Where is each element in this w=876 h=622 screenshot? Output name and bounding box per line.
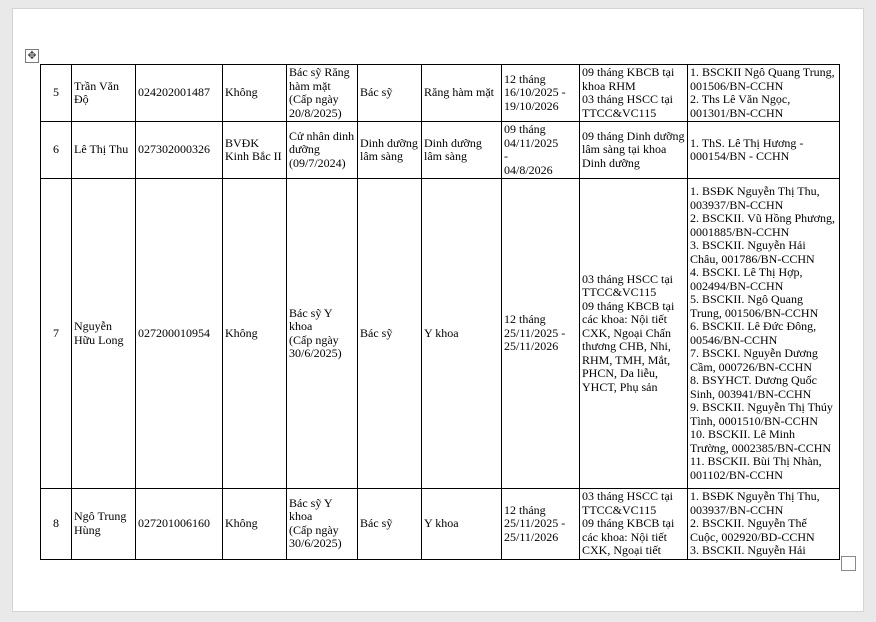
field-line: Y khoa	[424, 325, 459, 340]
cell-stt[interactable]	[41, 122, 72, 179]
instructors-line: 0001885/BN-CCHN	[690, 224, 790, 239]
cell-workplace[interactable]	[223, 122, 287, 179]
instructors-line: Sinh, 003941/BN-CCHN	[690, 386, 812, 401]
content-line: TTCC&VC115	[582, 105, 657, 120]
cell-workplace[interactable]	[223, 65, 287, 122]
content-line: YHCT, Phụ sản	[582, 379, 658, 394]
cell-duration[interactable]	[502, 179, 580, 489]
trainee-table	[40, 64, 840, 560]
degree-line: khoa	[289, 319, 313, 333]
workplace-line: Kinh Bắc II	[225, 149, 282, 163]
workplace-line: Không	[225, 325, 258, 340]
cell-instructors[interactable]	[688, 179, 840, 489]
duration-line: 04/11/2025	[504, 135, 559, 150]
instructors-line: Châu, 001786/BN-CCHN	[690, 251, 815, 266]
instructors-line: Tình, 0001510/BN-CCHN	[690, 413, 819, 428]
degree-line: Bác sỹ Răng	[289, 65, 350, 79]
instructors-line: 003937/BN-CCHN	[690, 197, 784, 212]
degree-line: (Cấp ngày	[289, 522, 339, 537]
degree-line: hàm mặt	[289, 78, 331, 93]
duration-line: 25/11/2026	[504, 339, 559, 354]
cell-scope[interactable]	[358, 489, 422, 560]
instructors-line: 8. BSYHCT. Dương Quốc	[690, 373, 817, 387]
cell-instructors[interactable]	[688, 122, 840, 179]
table-move-handle-icon[interactable]: ✥	[25, 49, 39, 63]
cell-workplace[interactable]	[223, 179, 287, 489]
content-line: 09 tháng Dinh dưỡng	[582, 128, 685, 143]
duration-line: -	[504, 149, 508, 163]
field-line: lâm sàng	[424, 149, 467, 163]
instructors-line: 2. BSCKII. Vũ Hồng Phương,	[690, 211, 835, 225]
cell-degree[interactable]	[287, 65, 358, 122]
cell-degree[interactable]	[287, 122, 358, 179]
table-row	[41, 65, 840, 122]
cell-field[interactable]	[422, 179, 502, 489]
instructors-line: 1. BSĐK Nguyễn Thị Thu,	[690, 184, 820, 198]
cell-instructors[interactable]	[688, 489, 840, 560]
duration-line: 25/11/2025 -	[504, 325, 566, 340]
instructors-line: 2. BSCKII. Nguyễn Thế	[690, 516, 807, 530]
duration-line: 12 tháng	[504, 502, 546, 517]
instructors-line: 003937/BN-CCHN	[690, 502, 784, 517]
table-row	[41, 122, 840, 179]
workplace-line: BVĐK	[225, 135, 260, 150]
content-line: 03 tháng HSCC tại	[582, 489, 674, 503]
field-line: Dinh dưỡng	[424, 135, 482, 150]
content-line: TTCC&VC115	[582, 502, 657, 517]
degree-line: dưỡng	[289, 142, 320, 157]
cell-stt[interactable]	[41, 179, 72, 489]
cell-content[interactable]	[580, 489, 688, 560]
scope-line: Bác sỹ	[360, 85, 393, 100]
cell-id[interactable]	[136, 179, 223, 489]
cell-scope[interactable]	[358, 122, 422, 179]
table-body	[41, 65, 840, 560]
instructors-line: 5. BSCKII. Ngô Quang	[690, 292, 803, 306]
cell-instructors[interactable]	[688, 65, 840, 122]
stt-value: 5	[53, 85, 59, 100]
content-line: các khoa: Nội tiết	[582, 312, 667, 327]
instructors-line: 001301/BN-CCHN	[690, 105, 784, 120]
instructors-line: Trường, 0002385/BN-CCHN	[690, 440, 832, 455]
instructors-line: 1. BSĐK Nguyễn Thị Thu,	[690, 489, 820, 503]
id-value: 024202001487	[138, 85, 210, 100]
cell-field[interactable]	[422, 489, 502, 560]
cell-name[interactable]	[72, 179, 136, 489]
cell-field[interactable]	[422, 122, 502, 179]
scope-line: Bác sỹ	[360, 516, 393, 530]
content-line: TTCC&VC115	[582, 285, 657, 300]
cell-duration[interactable]	[502, 122, 580, 179]
cell-stt[interactable]	[41, 65, 72, 122]
degree-line: 30/6/2025)	[289, 346, 342, 360]
field-line: Răng hàm mặt	[424, 85, 494, 100]
instructors-line: 000154/BN - CCHN	[690, 149, 790, 163]
instructors-line: Cuộc, 002920/BD-CCHN	[690, 529, 815, 544]
instructors-line: 001102/BN-CCHN	[690, 467, 783, 482]
instructors-line: 002494/BN-CCHN	[690, 278, 784, 293]
duration-line: 12 tháng	[504, 71, 546, 86]
name-line: Lê Thị Thu	[74, 142, 129, 157]
duration-line: 09 tháng	[504, 122, 546, 136]
cell-name[interactable]	[72, 65, 136, 122]
cell-duration[interactable]	[502, 489, 580, 560]
name-line: Độ	[74, 92, 89, 106]
instructors-line: 001506/BN-CCHN	[690, 78, 784, 93]
cell-content[interactable]	[580, 122, 688, 179]
cell-content[interactable]	[580, 179, 688, 489]
scope-line: Dinh dưỡng	[360, 135, 418, 150]
scope-line: lâm sàng	[360, 149, 403, 163]
cell-content[interactable]	[580, 65, 688, 122]
cell-stt[interactable]	[41, 489, 72, 560]
workplace-line: Không	[225, 85, 258, 100]
cell-duration[interactable]	[502, 65, 580, 122]
instructors-line: 10. BSCKII. Lê Minh	[690, 427, 795, 441]
content-line: các khoa: Nội tiết	[582, 529, 667, 544]
name-line: Hùng	[74, 522, 101, 537]
instructors-line: Cầm, 000726/BN-CCHN	[690, 359, 813, 374]
cell-field[interactable]	[422, 65, 502, 122]
instructors-line: 1. ThS. Lê Thị Hương -	[690, 135, 804, 150]
cell-degree[interactable]	[287, 489, 358, 560]
cell-scope[interactable]	[358, 65, 422, 122]
cell-name[interactable]	[72, 489, 136, 560]
duration-line: 04/8/2026	[504, 162, 553, 177]
cell-id[interactable]	[136, 122, 223, 179]
id-value: 027302000326	[138, 142, 210, 157]
id-value: 027200010954	[138, 325, 210, 340]
instructors-line: 6. BSCKII. Lê Đức Đông,	[690, 319, 817, 333]
content-line: 09 tháng KBCB tại	[582, 65, 675, 79]
table-row	[41, 489, 840, 560]
content-line: CXK, Ngoại tiết	[582, 543, 661, 557]
degree-line: Bác sỹ Y	[289, 305, 333, 320]
instructors-line: 9. BSCKII. Nguyễn Thị Thúy	[690, 400, 833, 414]
duration-line: 12 tháng	[504, 312, 546, 327]
degree-line: Bác sỹ Y	[289, 495, 333, 510]
content-line: khoa RHM	[582, 78, 636, 93]
degree-line: khoa	[289, 509, 313, 524]
cell-id[interactable]	[136, 489, 223, 560]
content-line: RHM, TMH, Mắt,	[582, 352, 671, 367]
cell-name[interactable]	[72, 122, 136, 179]
degree-line: 20/8/2025)	[289, 105, 342, 120]
instructors-line: 3. BSCKII. Nguyễn Hải	[690, 238, 806, 252]
instructors-line: Trung, 001506/BN-CCHN	[690, 305, 819, 320]
content-line: 09 tháng KBCB tại	[582, 516, 675, 530]
instructors-line: 2. Ths Lê Văn Ngọc,	[690, 92, 791, 106]
field-line: Y khoa	[424, 516, 459, 530]
instructors-line: 7. BSCKI. Nguyễn Dương	[690, 346, 818, 360]
cell-id[interactable]	[136, 65, 223, 122]
degree-line: 30/6/2025)	[289, 536, 342, 551]
cell-workplace[interactable]	[223, 489, 287, 560]
content-line: 03 tháng HSCC tại	[582, 271, 674, 286]
degree-line: (09/7/2024)	[289, 155, 346, 170]
degree-line: (Cấp ngày	[289, 92, 339, 106]
degree-line: Cử nhân dinh	[289, 128, 355, 143]
instructors-line: 3. BSCKII. Nguyễn Hải	[690, 543, 806, 557]
stt-value: 7	[53, 325, 59, 340]
name-line: Ngô Trung	[74, 509, 127, 524]
content-line: 09 tháng KBCB tại	[582, 298, 675, 313]
cell-scope[interactable]	[358, 179, 422, 489]
content-line: CXK, Ngoại Chấn	[582, 325, 671, 340]
scope-line: Bác sỹ	[360, 325, 393, 340]
content-line: thương CHB, Nhi,	[582, 339, 671, 354]
content-line: Dinh dưỡng	[582, 155, 640, 170]
content-line: 03 tháng HSCC tại	[582, 92, 674, 106]
name-line: Hữu Long	[74, 332, 124, 347]
stt-value: 8	[53, 516, 59, 530]
duration-line: 19/10/2026	[504, 98, 559, 113]
stt-value: 6	[53, 142, 59, 157]
table-row	[41, 179, 840, 489]
cell-degree[interactable]	[287, 179, 358, 489]
name-line: Nguyễn	[74, 319, 112, 333]
content-line: lâm sàng tại khoa	[582, 142, 667, 157]
instructors-line: 11. BSCKII. Bùi Thị Nhàn,	[690, 454, 822, 468]
degree-line: (Cấp ngày	[289, 332, 339, 347]
duration-line: 16/10/2025 -	[504, 85, 566, 100]
duration-line: 25/11/2025 -	[504, 516, 566, 530]
content-line: PHCN, Da liễu,	[582, 366, 658, 381]
instructors-line: 4. BSCKI. Lê Thị Hợp,	[690, 265, 803, 279]
duration-line: 25/11/2026	[504, 529, 559, 544]
instructors-line: 00546/BN-CCHN	[690, 332, 778, 347]
instructors-line: 1. BSCKII Ngô Quang Trung,	[690, 65, 835, 79]
name-line: Trần Văn	[74, 78, 120, 93]
workplace-line: Không	[225, 516, 258, 530]
id-value: 027201006160	[138, 516, 210, 530]
table-resize-handle-icon[interactable]	[841, 556, 856, 571]
